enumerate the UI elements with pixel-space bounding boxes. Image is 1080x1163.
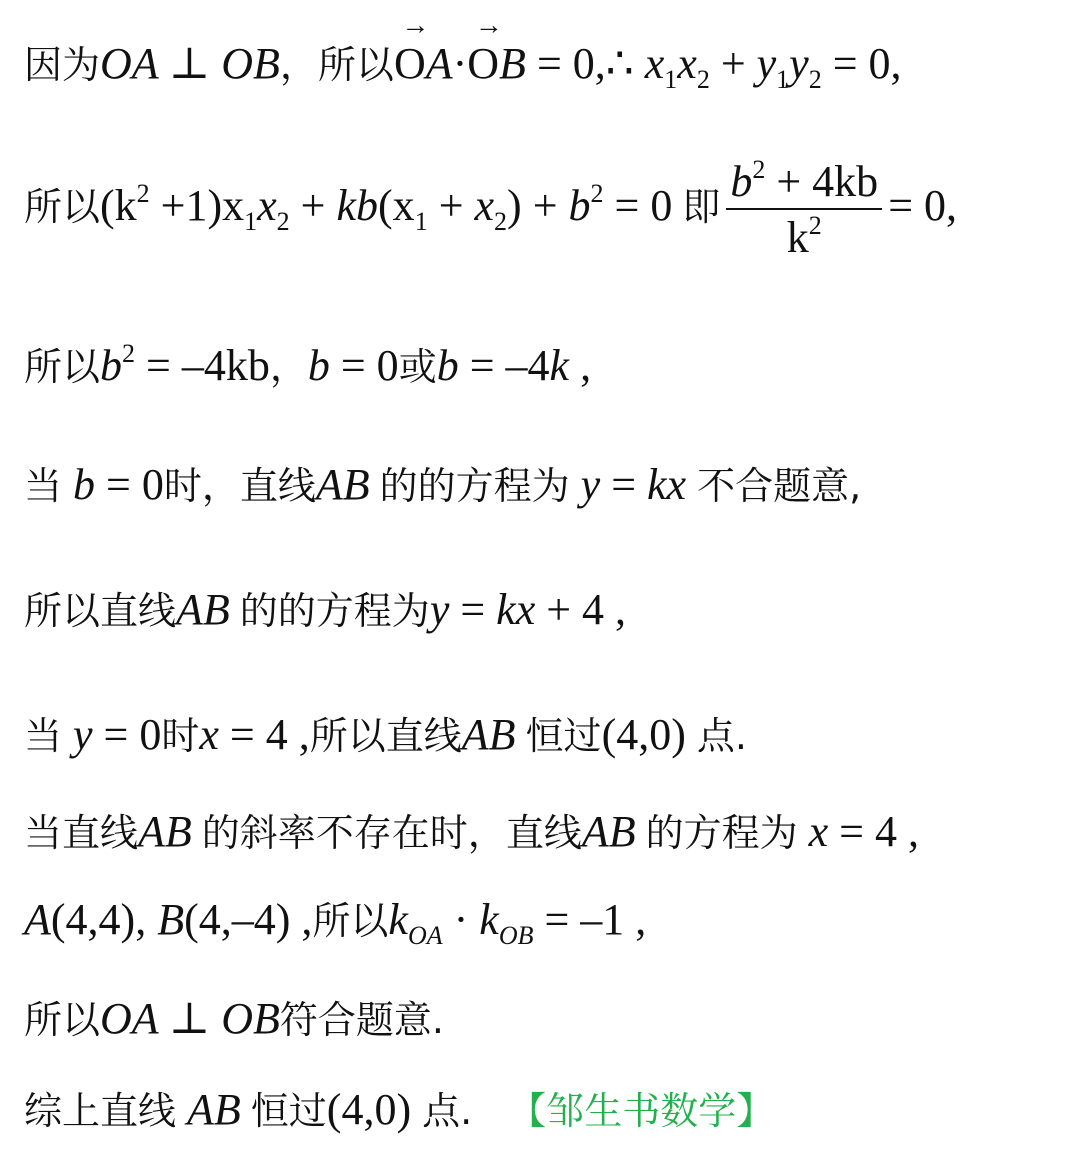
math-ab: AB xyxy=(176,585,230,634)
line-9 xyxy=(24,994,444,1043)
line-2 xyxy=(24,155,958,262)
text-shi: 时 xyxy=(161,714,200,758)
text-dian: 点. xyxy=(422,1089,473,1133)
text-ji: 即 xyxy=(682,185,721,229)
text-heng-guo: 恒过 xyxy=(525,714,602,758)
line-7 xyxy=(24,807,919,856)
text-straight-line: 直线 xyxy=(239,464,316,508)
math-oa-perp-ob: OA ⊥ OB xyxy=(100,994,280,1043)
math-x-equals-4: x = 4 , xyxy=(808,807,919,856)
math-ab: AB xyxy=(176,1085,241,1134)
math-point-4-0: (4,0) xyxy=(326,1085,423,1134)
math-ab: AB xyxy=(461,710,516,759)
line-5 xyxy=(24,585,627,634)
text-so: 所以 xyxy=(24,589,101,633)
math-b-squared: $b^2 = -4kb$ xyxy=(100,339,270,390)
text-of-eq: 的的方程为 xyxy=(379,464,570,508)
text-so: 所以 xyxy=(24,345,101,389)
math-expansion: $(k^2 +1)x_1x_2 + kb(x_1 + x_2) + b^2 = 0$ xyxy=(100,179,673,236)
text-straight-line: 直线 xyxy=(385,714,462,758)
text-so: 所以 xyxy=(24,998,101,1042)
text-of-eq: 的的方程为 xyxy=(239,589,430,633)
math-x-four: x = 4 , xyxy=(199,710,310,759)
text-because: 因为 xyxy=(24,43,101,87)
text-straight-line: 直线 xyxy=(100,589,177,633)
text-when: 当 xyxy=(24,811,63,855)
math-y-kx: y = kx xyxy=(580,460,687,509)
text-comma: ， xyxy=(201,464,240,508)
math-equals-zero: = 0, xyxy=(888,181,958,230)
text-comma: ， xyxy=(279,43,318,87)
line-1 xyxy=(24,10,902,94)
math-y-zero: y = 0 xyxy=(73,710,162,759)
text-shi: 时 xyxy=(163,464,202,508)
math-ab: AB xyxy=(581,807,636,856)
math-point-4-0: (4,0) xyxy=(601,710,697,759)
math-b-zero: b = 0 xyxy=(73,460,164,509)
math-oa-perp-ob: OA ⊥ OB xyxy=(100,39,280,88)
text-summary: 综上直线 xyxy=(24,1089,177,1133)
math-vector-dot-product: O → A·O → B = 0,∴ $x_1x_2 + y_1y_2 = 0$, xyxy=(393,10,902,94)
math-b-zero: b = 0 xyxy=(307,341,399,390)
line-3 xyxy=(24,339,592,390)
text-so: 所以 xyxy=(312,899,389,943)
text-when: 当 xyxy=(24,464,63,508)
text-slope-not-exist: 的斜率不存在时， xyxy=(201,811,506,855)
text-comma: ， xyxy=(269,345,308,389)
math-slope-product: $k_{OA} \cdot k_{OB} = -1$ , xyxy=(388,895,647,950)
line-6 xyxy=(24,710,747,759)
text-straight-line: 直线 xyxy=(62,811,139,855)
text-dian: 点. xyxy=(696,714,747,758)
text-so: 所以 xyxy=(309,714,386,758)
text-so: 所以 xyxy=(317,43,394,87)
line-10 xyxy=(24,1085,775,1134)
text-meets: 符合题意. xyxy=(279,998,444,1042)
text-eq-is: 的方程为 xyxy=(645,811,798,855)
math-ab: AB xyxy=(138,807,192,856)
line-8 xyxy=(24,895,647,950)
math-ab: AB xyxy=(315,460,370,509)
text-straight-line: 直线 xyxy=(505,811,582,855)
math-points-ab: A(4,4), B(4,–4) , xyxy=(24,895,313,944)
math-y-kx-plus-4: y = kx + 4 , xyxy=(429,585,627,634)
math-b-neg4k: b = –4k , xyxy=(436,341,592,390)
math-fraction: $\frac{b^2 + 4kb}{k^2}$ xyxy=(726,160,882,260)
text-huo: 或 xyxy=(398,345,437,389)
text-so: 所以 xyxy=(24,185,101,229)
brand-label: 【邹生书数学】 xyxy=(508,1089,775,1133)
text-heng-guo: 恒过 xyxy=(250,1089,327,1133)
line-4 xyxy=(24,460,862,509)
text-not-meet: 不合题意, xyxy=(697,464,862,508)
text-when: 当 xyxy=(24,714,63,758)
